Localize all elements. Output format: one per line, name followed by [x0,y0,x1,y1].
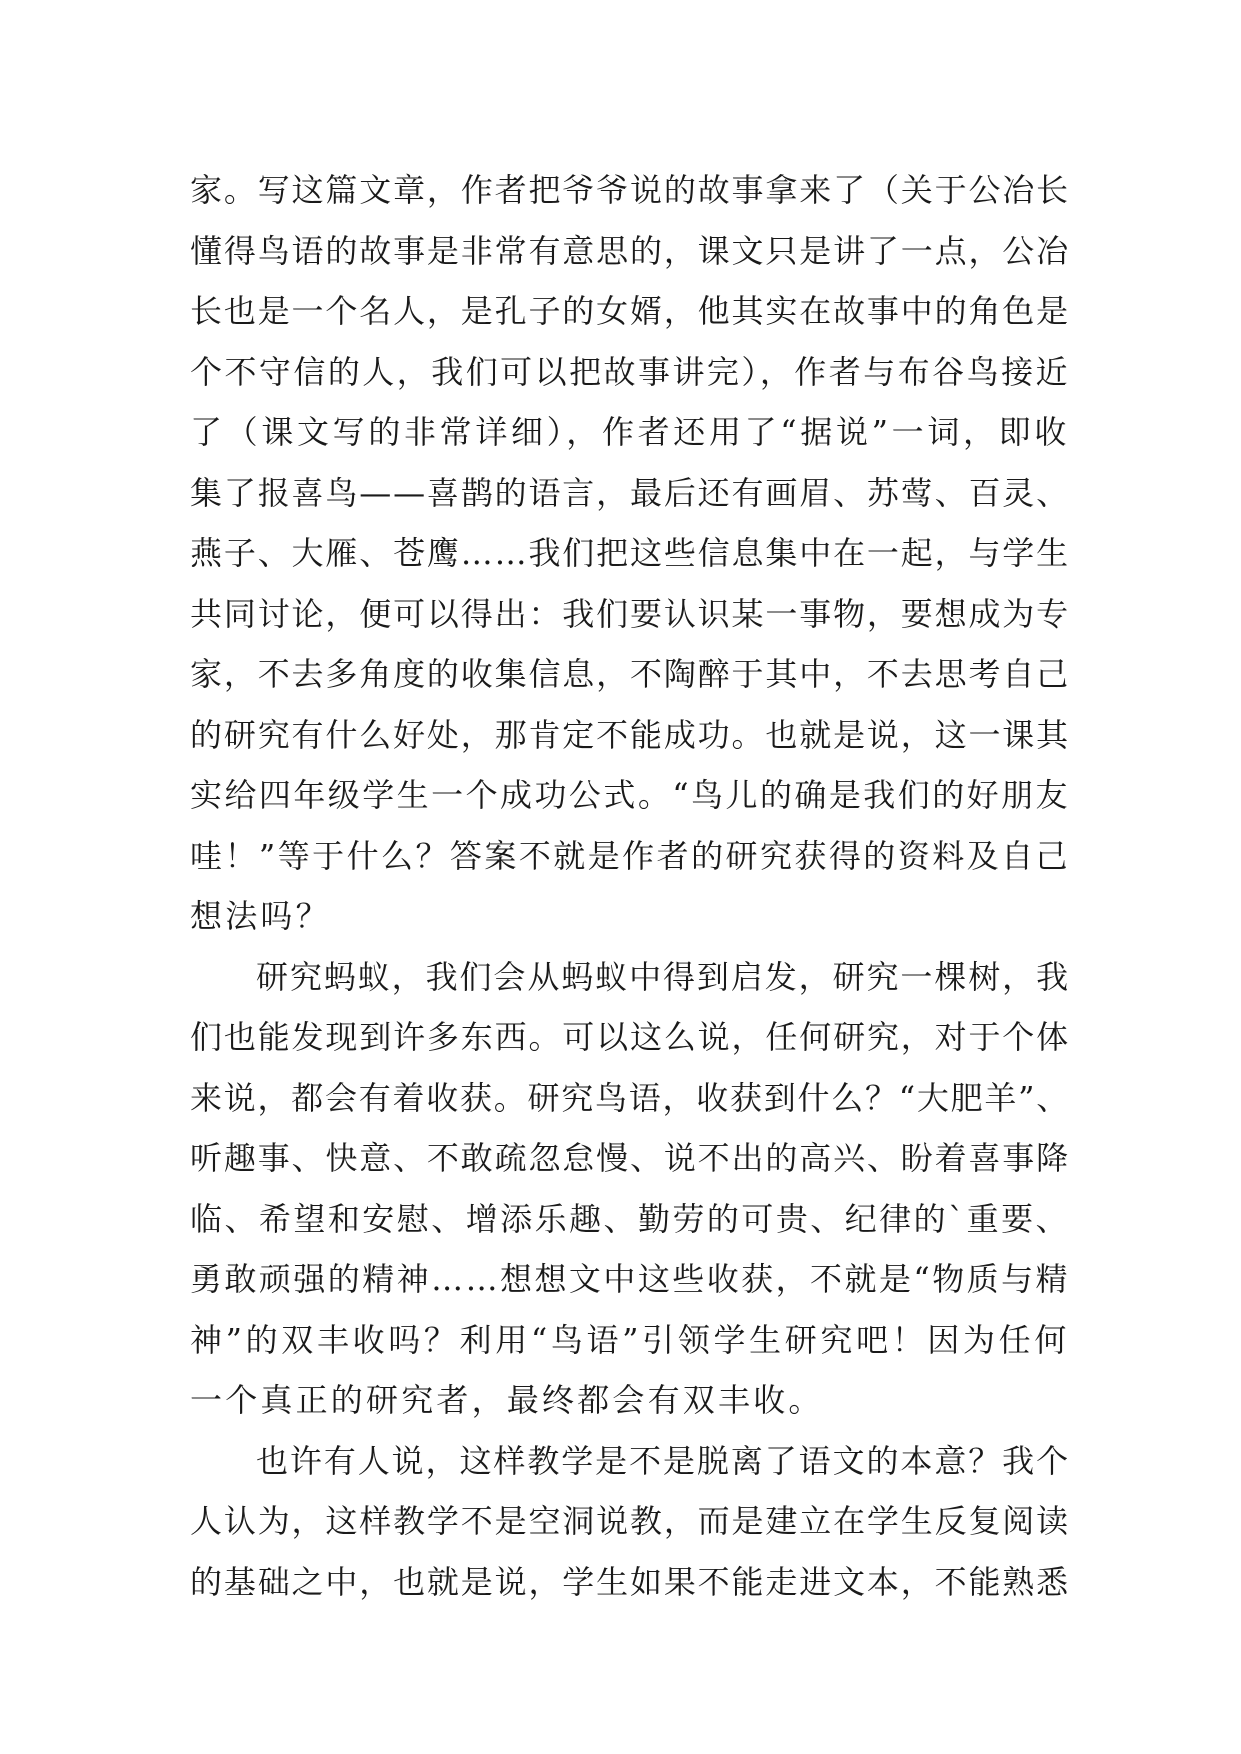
text-line: 燕子、大雁、苍鹰……我们把这些信息集中在一起，与学生 [190,534,1070,572]
text-line: 共同讨论，便可以得出：我们要认识某一事物，要想成为专 [190,594,1070,633]
text-line: 了（课文写的非常详细），作者还用了“据说”一词，即收 [190,413,1070,451]
text-line: 实给四年级学生一个成功公式。“鸟儿的确是我们的好朋友 [190,776,1070,814]
text-line: 家。写这篇文章，作者把爷爷说的故事拿来了（关于公冶长 [190,171,1070,209]
text-line: 一个真正的研究者，最终都会有双丰收。 [190,1381,824,1419]
text-line: 来说，都会有着收获。研究鸟语，收获到什么？“大肥羊”、 [190,1078,1070,1117]
text-line: 勇敢顽强的精神……想想文中这些收获，不就是“物质与精 [190,1260,1070,1298]
text-line: 长也是一个名人，是孔子的女婿，他其实在故事中的角色是 [190,292,1070,330]
text-line: 临、希望和安慰、增添乐趣、勤劳的可贵、纪律的`重要、 [190,1199,1070,1238]
text-line: 家，不去多角度的收集信息，不陶醉于其中，不去思考自己 [190,655,1070,693]
text-line: 听趣事、快意、不敢疏忽怠慢、说不出的高兴、盼着喜事降 [190,1139,1070,1177]
text-line: 集了报喜鸟——喜鹊的语言，最后还有画眉、苏莺、百灵、 [190,473,1070,512]
text-line: 们也能发现到许多东西。可以这么说，任何研究，对于个体 [190,1018,1070,1056]
text-line: 哇！”等于什么？答案不就是作者的研究获得的资料及自己 [190,836,1070,875]
text-line: 人认为，这样教学不是空洞说教，而是建立在学生反复阅读 [190,1502,1070,1540]
paragraph-start-line: 研究蚂蚁，我们会从蚂蚁中得到启发，研究一棵树，我 [256,957,1070,996]
paragraph-start-line: 也许有人说，这样教学是不是脱离了语文的本意？我个 [256,1441,1070,1480]
text-line: 神”的双丰收吗？利用“鸟语”引领学生研究吧！因为任何 [190,1320,1070,1359]
text-line: 的研究有什么好处，那肯定不能成功。也就是说，这一课其 [190,715,1070,754]
text-line: 懂得鸟语的故事是非常有意思的，课文只是讲了一点，公冶 [190,231,1070,270]
text-line: 个不守信的人，我们可以把故事讲完），作者与布谷鸟接近 [190,352,1070,391]
text-line: 的基础之中，也就是说，学生如果不能走进文本，不能熟悉 [190,1562,1070,1601]
text-line: 想法吗？ [190,897,331,935]
body-text [190,160,1070,1612]
